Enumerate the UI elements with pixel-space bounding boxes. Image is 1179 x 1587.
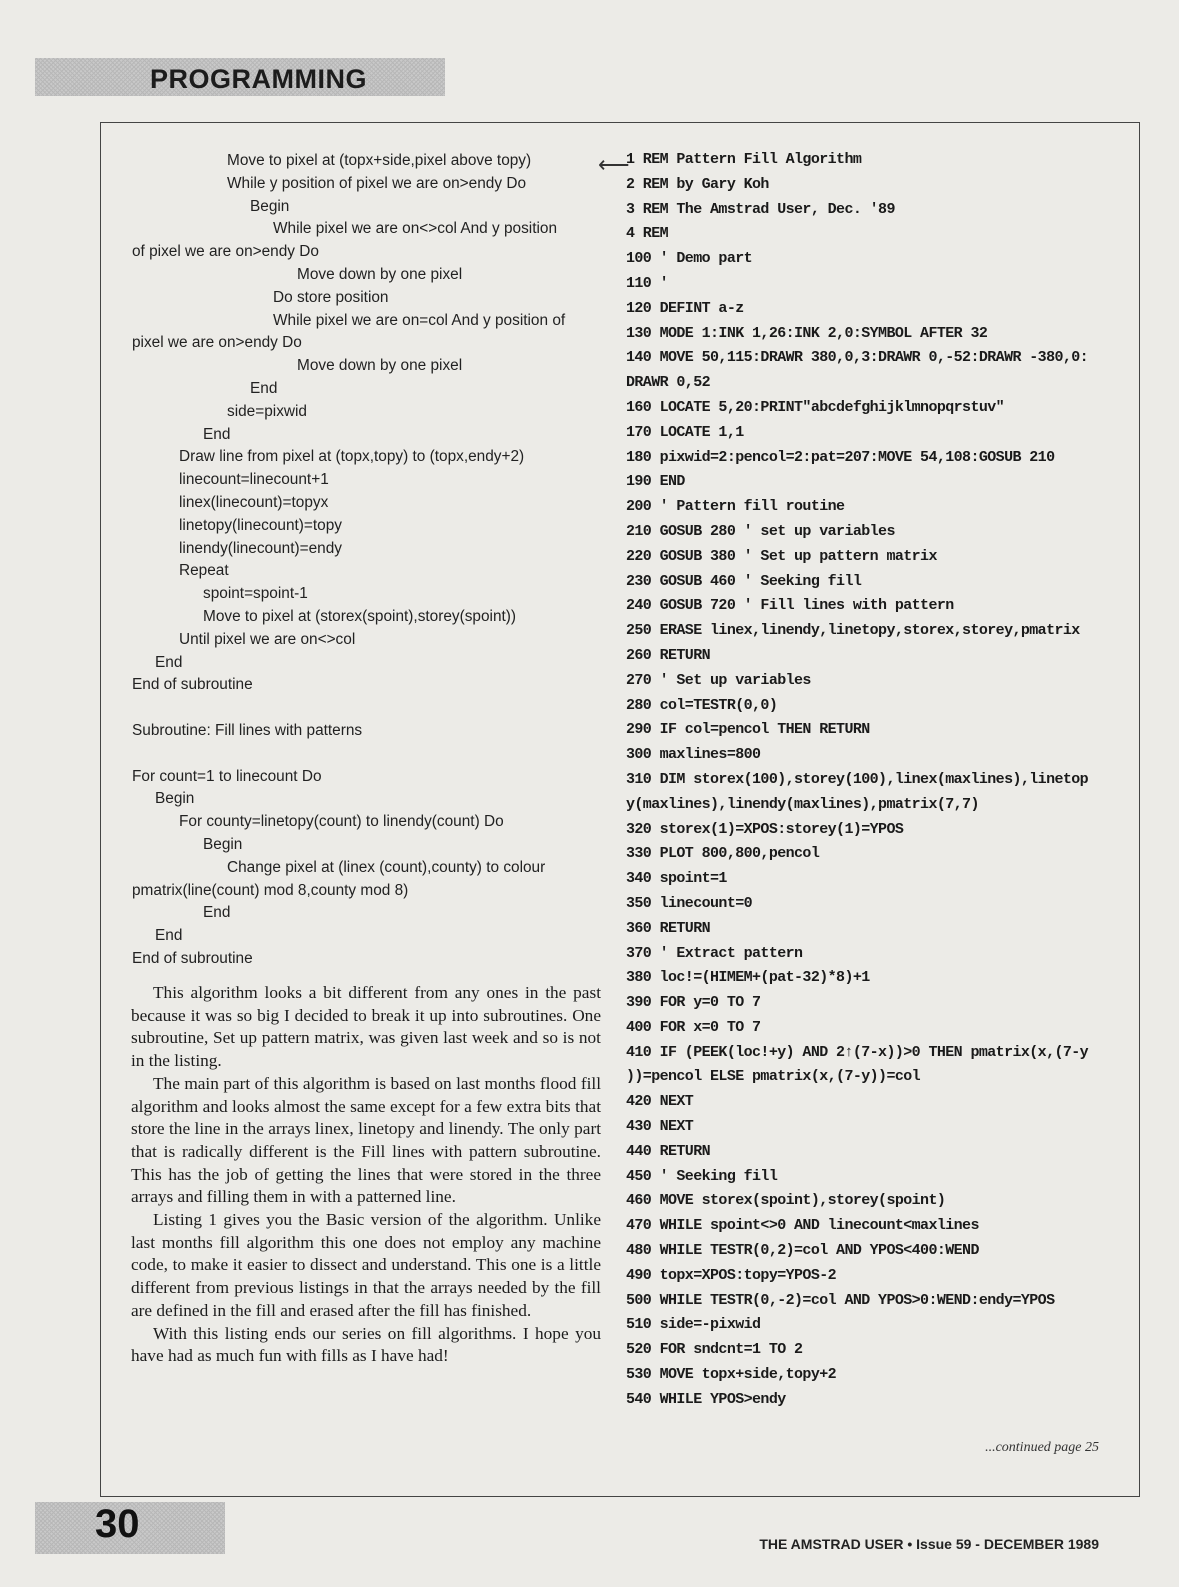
pseudocode-line xyxy=(132,697,610,720)
code-line: 220 GOSUB 380 ' Set up pattern matrix xyxy=(626,547,937,565)
pseudocode-line: spoint=spoint-1 xyxy=(203,585,308,603)
code-line: ))=pencol ELSE pmatrix(x,(7-y))=col xyxy=(626,1068,921,1086)
code-line: 330 PLOT 800,800,pencol xyxy=(626,845,820,863)
code-line: 430 NEXT xyxy=(626,1118,694,1136)
code-line: 130 MODE 1:INK 1,26:INK 2,0:SYMBOL AFTER 32 xyxy=(626,324,988,342)
code-line: 360 RETURN xyxy=(626,919,711,937)
pseudocode-line: Subroutine: Fill lines with patterns xyxy=(132,721,363,739)
pseudocode-line: End of subroutine xyxy=(132,949,253,967)
code-line: 490 topx=XPOS:topy=YPOS-2 xyxy=(626,1266,837,1284)
pseudocode-line: Draw line from pixel at (topx,topy) to (topx,endy+2) xyxy=(179,448,525,466)
code-line: 420 NEXT xyxy=(626,1093,694,1111)
article-body xyxy=(131,982,601,1368)
pseudocode-line: End xyxy=(155,927,183,945)
article-paragraph: With this listing ends our series on fill algorithms. I hope you have had as much fun with fills as I have had! xyxy=(131,1323,601,1366)
code-line: 340 spoint=1 xyxy=(626,870,727,888)
code-line: 200 ' Pattern fill routine xyxy=(626,498,845,516)
code-line: 250 ERASE linex,linendy,linetopy,storex,storey,pmatrix xyxy=(626,622,1080,640)
code-line: 540 WHILE YPOS>endy xyxy=(626,1390,786,1408)
continued-note: ...continued page 25 xyxy=(985,1440,1099,1455)
pseudocode-line: linecount=linecount+1 xyxy=(179,471,329,489)
code-listing xyxy=(626,148,1126,1413)
code-line: 290 IF col=pencol THEN RETURN xyxy=(626,721,870,739)
pseudocode-line: Move to pixel at (storex(spoint),storey(spoint)) xyxy=(203,607,517,625)
code-line: 3 REM The Amstrad User, Dec. '89 xyxy=(626,200,895,218)
code-line: 410 IF (PEEK(loc!+y) AND 2↑(7-x))>0 THEN pmatrix(x,(7-y xyxy=(626,1043,1089,1061)
code-line: 140 MOVE 50,115:DRAWR 380,0,3:DRAWR 0,-52:DRAWR -380,0: xyxy=(626,349,1089,367)
publication-footer: THE AMSTRAD USER • Issue 59 - DECEMBER 1989 xyxy=(759,1536,1099,1552)
pseudocode-line: While y position of pixel we are on>endy Do xyxy=(227,174,526,192)
pseudocode-line: Move to pixel at (topx+side,pixel above topy) xyxy=(227,152,532,169)
code-line: 470 WHILE spoint<>0 AND linecount<maxlines xyxy=(626,1217,979,1235)
pseudocode-line: End xyxy=(203,904,231,922)
code-line: 400 FOR x=0 TO 7 xyxy=(626,1018,761,1036)
pseudocode-line: Change pixel at (linex (count),county) to colour xyxy=(227,858,546,876)
pseudocode-line xyxy=(132,743,610,766)
pseudocode-line: End xyxy=(250,379,278,397)
code-line: DRAWR 0,52 xyxy=(626,374,711,392)
code-line: 530 MOVE topx+side,topy+2 xyxy=(626,1366,837,1384)
code-line: 1 REM Pattern Fill Algorithm xyxy=(626,151,862,168)
code-line: 2 REM by Gary Koh xyxy=(626,175,769,193)
code-line: 190 END xyxy=(626,473,685,491)
code-line: 240 GOSUB 720 ' Fill lines with pattern xyxy=(626,597,954,615)
page-number: 30 xyxy=(95,1502,140,1546)
code-line: 110 ' xyxy=(626,274,669,292)
pseudocode-line: linetopy(linecount)=topy xyxy=(179,516,342,534)
code-line: 370 ' Extract pattern xyxy=(626,944,803,962)
code-line: 500 WHILE TESTR(0,-2)=col AND YPOS>0:WEND:endy=YPOS xyxy=(626,1291,1055,1309)
pseudocode-block xyxy=(132,150,610,971)
code-line: 310 DIM storex(100),storey(100),linex(maxlines),linetop xyxy=(626,770,1089,788)
code-line: 270 ' Set up variables xyxy=(626,671,811,689)
code-line: 390 FOR y=0 TO 7 xyxy=(626,994,761,1012)
code-line: 210 GOSUB 280 ' set up variables xyxy=(626,522,895,540)
pseudocode-line: Begin xyxy=(203,835,243,853)
pseudocode-line: While pixel we are on=col And y position of xyxy=(273,311,566,329)
code-line: 260 RETURN xyxy=(626,646,711,664)
pseudocode-line: linex(linecount)=topyx xyxy=(179,493,329,511)
pseudocode-line: End xyxy=(203,425,231,443)
pseudocode-line: Begin xyxy=(250,197,290,215)
pseudocode-line: pixel we are on>endy Do xyxy=(132,334,302,352)
code-line: 320 storex(1)=XPOS:storey(1)=YPOS xyxy=(626,820,904,838)
code-line: 380 loc!=(HIMEM+(pat-32)*8)+1 xyxy=(626,969,870,987)
code-line: 160 LOCATE 5,20:PRINT"abcdefghijklmnopqrstuv" xyxy=(626,398,1005,416)
pseudocode-line: For count=1 to linecount Do xyxy=(132,767,322,785)
code-line: 480 WHILE TESTR(0,2)=col AND YPOS<400:WEND xyxy=(626,1242,979,1260)
code-line: 440 RETURN xyxy=(626,1142,711,1160)
pseudocode-line: For county=linetopy(count) to linendy(count) Do xyxy=(179,813,504,831)
code-line: 180 pixwid=2:pencol=2:pat=207:MOVE 54,108:GOSUB 210 xyxy=(626,448,1055,466)
code-line: y(maxlines),linendy(maxlines),pmatrix(7,7) xyxy=(626,795,979,813)
code-line: 510 side=-pixwid xyxy=(626,1316,761,1334)
pseudocode-line: Move down by one pixel xyxy=(297,265,463,283)
section-title: PROGRAMMING xyxy=(150,64,367,94)
code-line: 120 DEFINT a-z xyxy=(626,299,744,317)
pseudocode-line: linendy(linecount)=endy xyxy=(179,539,342,557)
pseudocode-line: pmatrix(line(count) mod 8,county mod 8) xyxy=(132,881,409,899)
code-line: 4 REM xyxy=(626,225,669,243)
code-line: 460 MOVE storex(spoint),storey(spoint) xyxy=(626,1192,946,1210)
code-line: 450 ' Seeking fill xyxy=(626,1167,778,1185)
code-line: 520 FOR sndcnt=1 TO 2 xyxy=(626,1341,803,1359)
pseudocode-line: Begin xyxy=(155,790,195,808)
pseudocode-line: side=pixwid xyxy=(227,402,307,420)
left-arrow-icon: ⟵ xyxy=(598,152,630,177)
code-line: 230 GOSUB 460 ' Seeking fill xyxy=(626,572,862,590)
code-line: 100 ' Demo part xyxy=(626,250,753,268)
code-line: 350 linecount=0 xyxy=(626,894,753,912)
pseudocode-line: Move down by one pixel xyxy=(297,357,463,375)
pseudocode-line: Until pixel we are on<>col xyxy=(179,630,356,648)
pseudocode-line: While pixel we are on<>col And y position xyxy=(273,220,558,238)
pseudocode-line: Do store position xyxy=(273,288,389,306)
code-line: 170 LOCATE 1,1 xyxy=(626,423,744,441)
code-line: 280 col=TESTR(0,0) xyxy=(626,696,778,714)
pseudocode-line: End of subroutine xyxy=(132,676,253,694)
pseudocode-line: of pixel we are on>endy Do xyxy=(132,243,319,261)
code-line: 300 maxlines=800 xyxy=(626,746,761,764)
pseudocode-line: Repeat xyxy=(179,562,229,580)
article-paragraph: This algorithm looks a bit different from any ones in the past because it was so big I decided to break it up into subroutines. One subroutine, Set up pattern matrix, was given last week and so is not in the listing. xyxy=(131,983,601,1071)
pseudocode-line: End xyxy=(155,653,183,671)
article-paragraph: Listing 1 gives you the Basic version of the algorithm. Unlike last months fill algorithm this one does not employ any machine code, to make it easier to dissect and understand. This one is a little different from previous listings in that the arrays needed by the fill are defined in the fill and erased after the fill has finished. xyxy=(131,1210,601,1320)
article-paragraph: The main part of this algorithm is based on last months flood fill algorithm and looks almost the same except for a few extra bits that store the line in the arrays linex, linetopy and linendy. The only part that is radically different is the Fill lines with pattern subroutine. This has the job of getting the lines that were stored in the three arrays and filling them in with a patterned line. xyxy=(131,1073,601,1207)
